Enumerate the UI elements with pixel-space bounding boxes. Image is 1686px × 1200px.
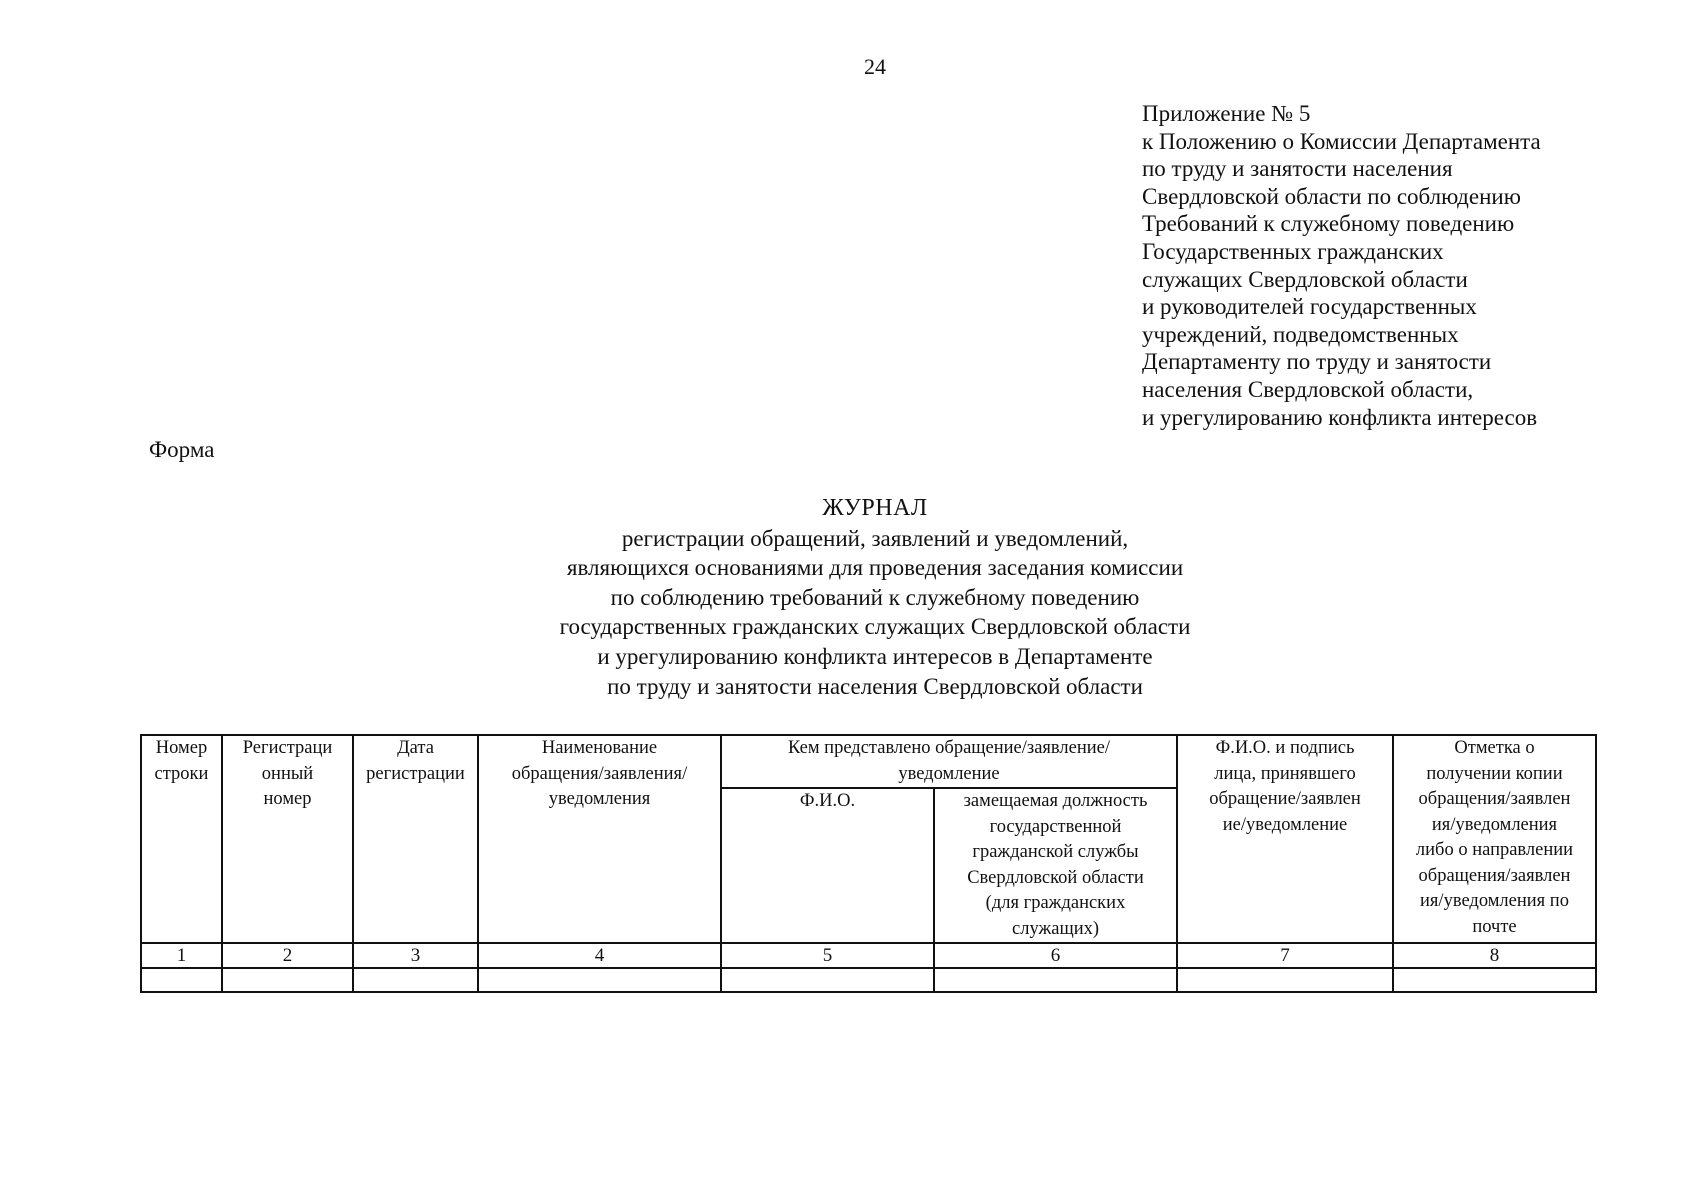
journal-subtitle-line: по труду и занятости населения Свердловской области xyxy=(607,673,1143,699)
empty-cell xyxy=(721,968,934,992)
journal-subtitle-line: являющихся основаниями для проведения заседания комиссии xyxy=(566,555,1184,581)
column-number: 3 xyxy=(353,943,478,968)
appendix-reference xyxy=(1142,100,1541,431)
empty-cell xyxy=(353,968,478,992)
header-position: замещаемая должность государственной гражданской службы Свердловской области (для гражданских служащих) xyxy=(934,788,1177,943)
table-header-row xyxy=(141,735,1596,788)
journal-subtitle-line: и урегулированию конфликта интересов в Департаменте xyxy=(597,643,1153,669)
header-registration-number: Регистраци онный номер xyxy=(222,735,353,943)
appendix-line: и урегулированию конфликта интересов xyxy=(1142,404,1538,430)
header-fio: Ф.И.О. xyxy=(721,788,934,943)
header-registration-date: Дата регистрации xyxy=(353,735,478,943)
header-appeal-name: Наименование обращения/заявления/ уведомления xyxy=(478,735,721,943)
column-number: 2 xyxy=(222,943,353,968)
appendix-line: Свердловской области по соблюдению xyxy=(1142,183,1521,209)
empty-cell xyxy=(478,968,721,992)
empty-cell xyxy=(1177,968,1393,992)
appendix-line: по труду и занятости населения xyxy=(1142,156,1453,182)
journal-subtitle-line: по соблюдению требований к служебному поведению xyxy=(610,584,1140,610)
empty-entry-row xyxy=(141,968,1596,992)
column-number: 4 xyxy=(478,943,721,968)
empty-cell xyxy=(141,968,222,992)
form-label: Форма xyxy=(149,437,215,462)
empty-cell xyxy=(1393,968,1596,992)
appendix-line: к Положению о Комиссии Департамента xyxy=(1142,128,1541,154)
header-row-number: Номер строки xyxy=(141,735,222,943)
appendix-line: Государственных гражданских xyxy=(1142,238,1444,264)
appendix-line: и руководителей государственных xyxy=(1142,294,1477,320)
column-number: 6 xyxy=(934,943,1177,968)
header-copy-mark: Отметка о получении копии обращения/заявлен ия/уведомления либо о направлении обращения/заявлен ия/уведомления по почте xyxy=(1393,735,1596,943)
column-number: 5 xyxy=(721,943,934,968)
appendix-line: Департаменту по труду и занятости xyxy=(1142,349,1492,375)
header-accepted-by: Ф.И.О. и подпись лица, принявшего обращение/заявлен ие/уведомление xyxy=(1177,735,1393,943)
appendix-line: Приложение № 5 xyxy=(1142,101,1311,126)
page-number: 24 xyxy=(864,54,886,79)
appendix-line: служащих Свердловской области xyxy=(1142,266,1468,292)
column-number: 1 xyxy=(141,943,222,968)
journal-title xyxy=(0,494,1686,701)
empty-cell xyxy=(222,968,353,992)
registration-journal-table xyxy=(140,734,1597,993)
journal-subtitle-line: государственных гражданских служащих Свердловской области xyxy=(559,614,1191,640)
header-submitted-by: Кем представлено обращение/заявление/ уведомление xyxy=(721,735,1177,788)
empty-cell xyxy=(934,968,1177,992)
journal-heading: ЖУРНАЛ xyxy=(822,495,928,521)
appendix-line: учреждений, подведомственных xyxy=(1142,321,1459,347)
column-number-row xyxy=(141,943,1596,968)
appendix-line: Требований к служебному поведению xyxy=(1142,211,1515,237)
column-number: 7 xyxy=(1177,943,1393,968)
column-number: 8 xyxy=(1393,943,1596,968)
appendix-line: населения Свердловской области, xyxy=(1142,376,1474,402)
journal-subtitle-line: регистрации обращений, заявлений и уведомлений, xyxy=(621,525,1129,551)
